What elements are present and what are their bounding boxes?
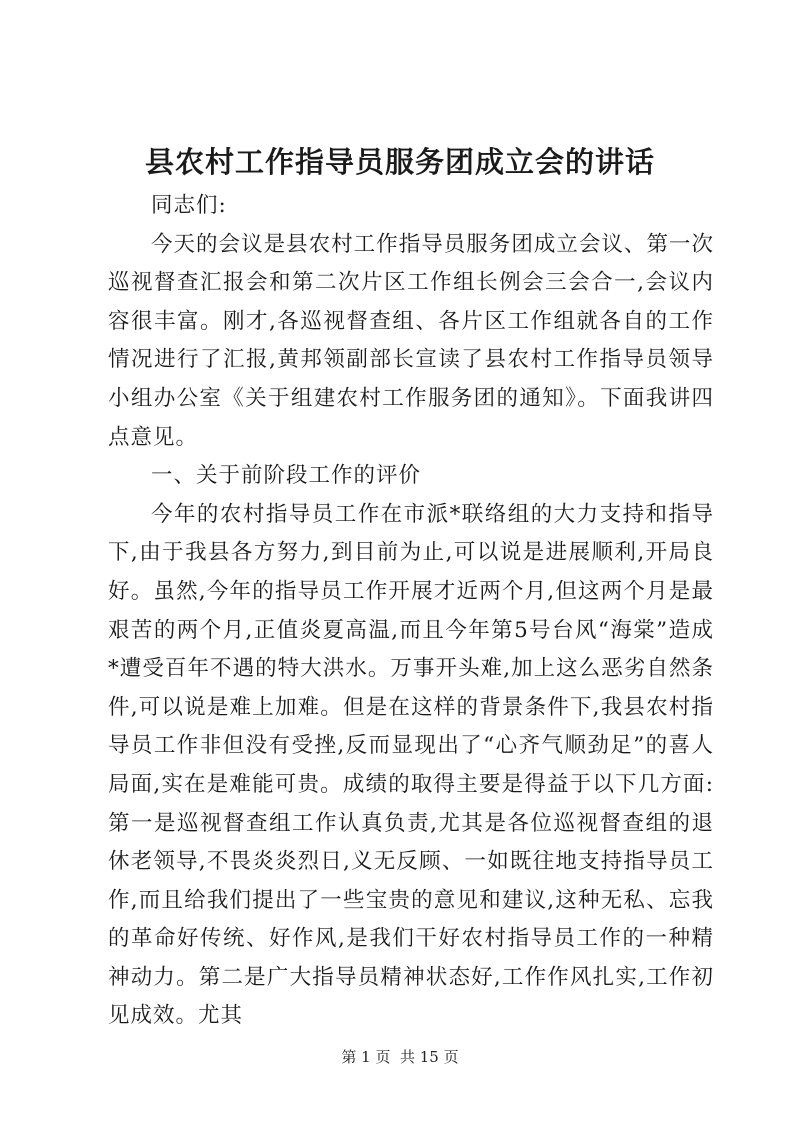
document-body xyxy=(108,187,714,1036)
paragraph: 今天的会议是县农村工作指导员服务团成立会议、第一次巡视督查汇报会和第二次片区工作组长例会三会合一,会议内容很丰富。刚才,各巡视督查组、各片区工作组就各自的工作情况进行了汇报,黄邦领副部长宣读了县农村工作指导员领导小组办公室《关于组建农村工作服务团的通知》。下面我讲四点意见。 xyxy=(108,231,714,450)
paragraph: 今年的农村指导员工作在市派*联络组的大力支持和指导下,由于我县各方努力,到目前为止,可以说是进展顺利,开局良好。虽然,今年的指导员工作开展才近两个月,但这两个月是最艰苦的两个月,正值炎夏高温,而且今年第5号台风“海棠”造成*遭受百年不遇的特大洪水。万事开头难,加上这么恶劣自然条件,可以说是难上加难。但是在这样的背景条件下,我县农村指导员工作非但没有受挫,反而显现出了“心齐气顺劲足”的喜人局面,实在是难能可贵。成绩的取得主要是得益于以下几方面:第一是巡视督查组工作认真负责,尤其是各位巡视督查组的退休老领导,不畏炎炎烈日,义无反顾、一如既往地支持指导员工作,而且给我们提出了一些宝贵的意见和建议,这种无私、忘我的革命好传统、好作风,是我们干好农村指导员工作的一种精神动力。第二是广大指导员精神状态好,工作作风扎实,工作初见成效。尤其 xyxy=(108,501,714,1029)
document-title: 县农村工作指导员服务团成立会的讲话 xyxy=(144,145,655,179)
page-footer xyxy=(0,1046,800,1068)
section-heading: 一、关于前阶段工作的评价 xyxy=(151,463,422,489)
salutation: 同志们: xyxy=(151,193,227,218)
page-number: 第 1 页 共 15 页 xyxy=(341,1048,459,1066)
